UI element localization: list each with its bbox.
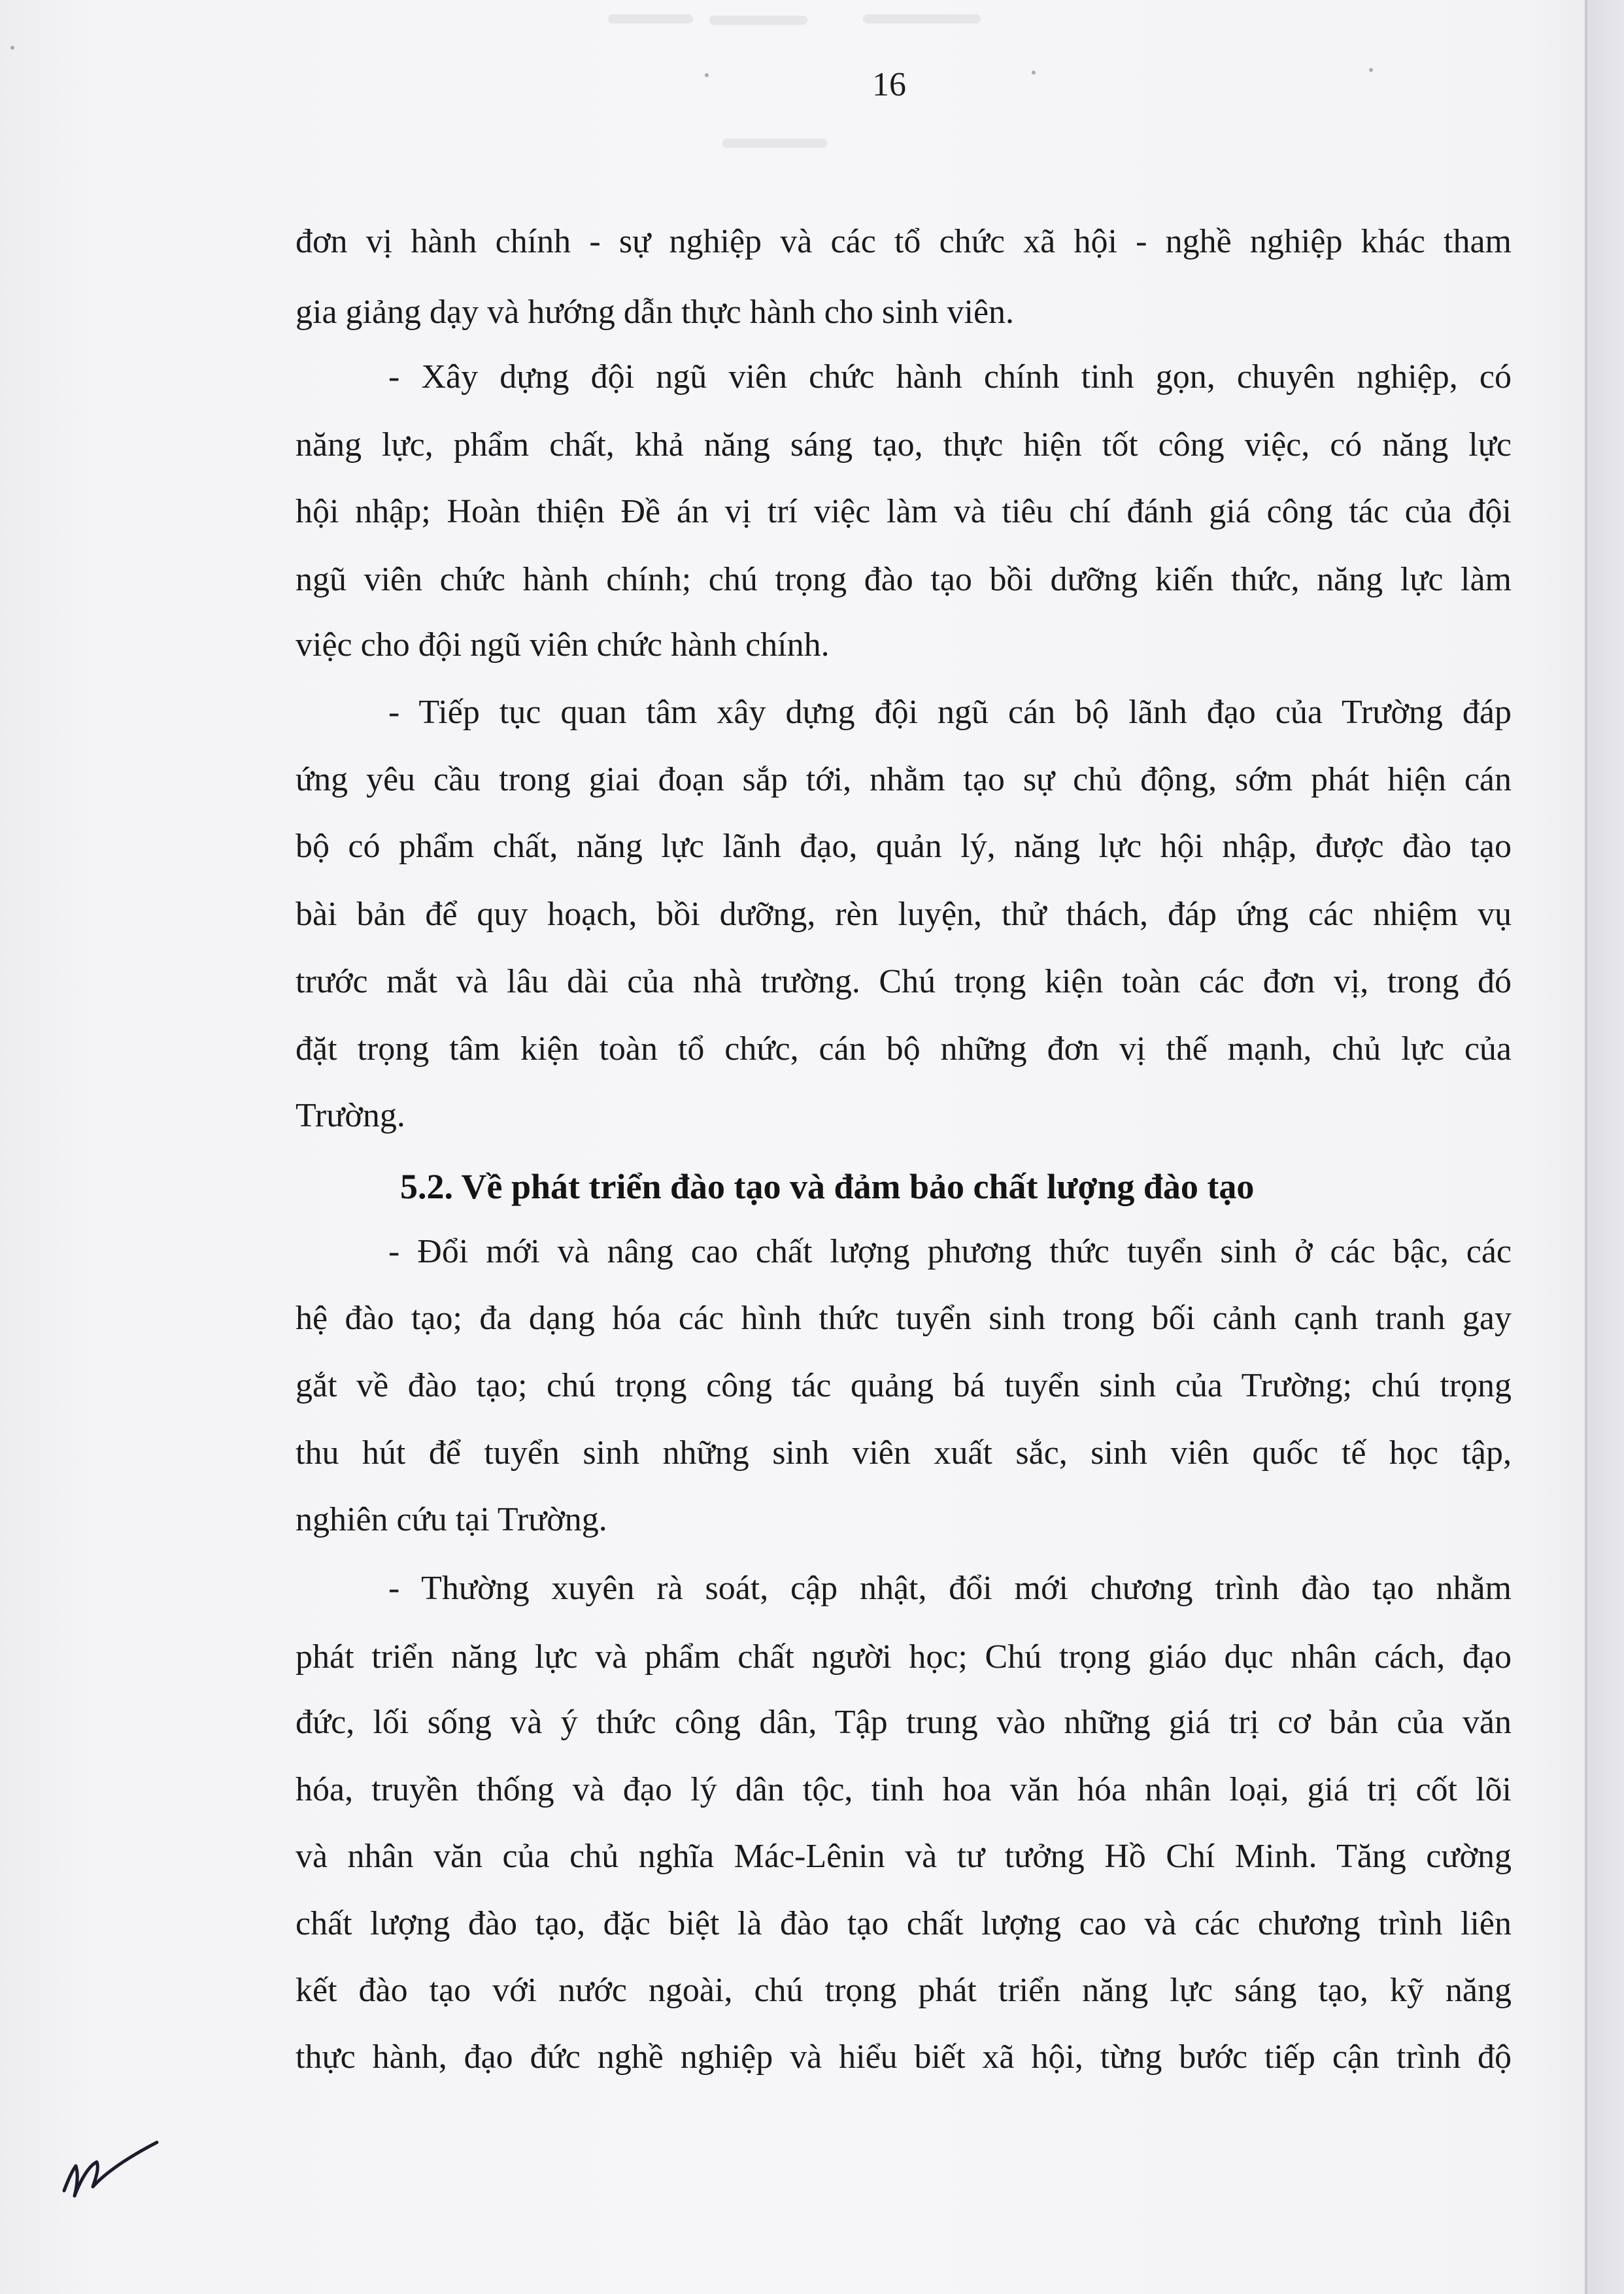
bleed-through-mark xyxy=(608,14,693,24)
text-line: bài bản để quy hoạch, bồi dưỡng, rèn luyện, thử thách, đáp ứng các nhiệm vụ xyxy=(296,896,1512,933)
scan-speck xyxy=(1369,68,1373,72)
text-line: và nhân văn của chủ nghĩa Mác-Lênin và tư tưởng Hồ Chí Minh. Tăng cường xyxy=(296,1838,1512,1875)
text-line: nghiên cứu tại Trường. xyxy=(296,1501,607,1538)
text-line: hệ đào tạo; đa dạng hóa các hình thức tuyển sinh trong bối cảnh cạnh tranh gay xyxy=(296,1300,1512,1337)
text-line: kết đào tạo với nước ngoài, chú trọng phát triển năng lực sáng tạo, kỹ năng xyxy=(296,1972,1512,2009)
text-line: gắt về đào tạo; chú trọng công tác quảng bá tuyển sinh của Trường; chú trọng xyxy=(296,1367,1512,1404)
bleed-through-mark xyxy=(709,16,807,25)
page-number: 16 xyxy=(872,66,906,103)
text-line: Trường. xyxy=(296,1097,405,1134)
text-line: - Tiếp tục quan tâm xây dựng đội ngũ cán bộ lãnh đạo của Trường đáp xyxy=(388,694,1512,731)
text-line: năng lực, phẩm chất, khả năng sáng tạo, thực hiện tốt công việc, có năng lực xyxy=(296,426,1512,464)
page-edge-line xyxy=(1585,0,1587,2294)
text-line: đặt trọng tâm kiện toàn tổ chức, cán bộ những đơn vị thế mạnh, chủ lực của xyxy=(296,1030,1512,1068)
text-line: ứng yêu cầu trong giai đoạn sắp tới, nhằm tạo sự chủ động, sớm phát hiện cán xyxy=(296,761,1512,798)
handwritten-initial-icon xyxy=(59,2128,163,2206)
section-heading: 5.2. Về phát triển đào tạo và đảm bảo chất lượng đào tạo xyxy=(400,1167,1255,1206)
bleed-through-mark xyxy=(722,139,827,148)
scan-speck xyxy=(10,46,14,50)
page-edge-shadow xyxy=(1587,0,1624,2294)
text-line: hóa, truyền thống và đạo lý dân tộc, tinh hoa văn hóa nhân loại, giá trị cốt lõi xyxy=(296,1771,1512,1808)
text-line: chất lượng đào tạo, đặc biệt là đào tạo chất lượng cao và các chương trình liên xyxy=(296,1905,1512,1942)
text-line: thực hành, đạo đức nghề nghiệp và hiểu biết xã hội, từng bước tiếp cận trình độ xyxy=(296,2038,1512,2076)
text-line: - Đổi mới và nâng cao chất lượng phương thức tuyển sinh ở các bậc, các xyxy=(388,1233,1512,1270)
text-line: đức, lối sống và ý thức công dân, Tập trung vào những giá trị cơ bản của văn xyxy=(296,1704,1512,1741)
text-line: việc cho đội ngũ viên chức hành chính. xyxy=(296,626,830,664)
text-line: thu hút để tuyển sinh những sinh viên xuất sắc, sinh viên quốc tế học tập, xyxy=(296,1434,1512,1472)
text-line: ngũ viên chức hành chính; chú trọng đào tạo bồi dưỡng kiến thức, năng lực làm xyxy=(296,561,1512,598)
text-line: - Thường xuyên rà soát, cập nhật, đổi mới chương trình đào tạo nhằm xyxy=(388,1570,1512,1607)
text-line: trước mắt và lâu dài của nhà trường. Chú trọng kiện toàn các đơn vị, trong đó xyxy=(296,963,1512,1000)
scan-speck xyxy=(1032,71,1036,75)
scan-speck xyxy=(705,73,709,77)
text-line: - Xây dựng đội ngũ viên chức hành chính tinh gọn, chuyên nghiệp, có xyxy=(388,358,1512,396)
bleed-through-mark xyxy=(863,14,981,24)
text-line: gia giảng dạy và hướng dẫn thực hành cho sinh viên. xyxy=(296,294,1015,331)
text-line: bộ có phẩm chất, năng lực lãnh đạo, quản lý, năng lực hội nhập, được đào tạo xyxy=(296,828,1512,865)
text-line: đơn vị hành chính - sự nghiệp và các tổ chức xã hội - nghề nghiệp khác tham xyxy=(296,223,1512,260)
text-line: hội nhập; Hoàn thiện Đề án vị trí việc làm và tiêu chí đánh giá công tác của đội xyxy=(296,493,1512,530)
text-line: phát triển năng lực và phẩm chất người học; Chú trọng giáo dục nhân cách, đạo xyxy=(296,1638,1512,1676)
